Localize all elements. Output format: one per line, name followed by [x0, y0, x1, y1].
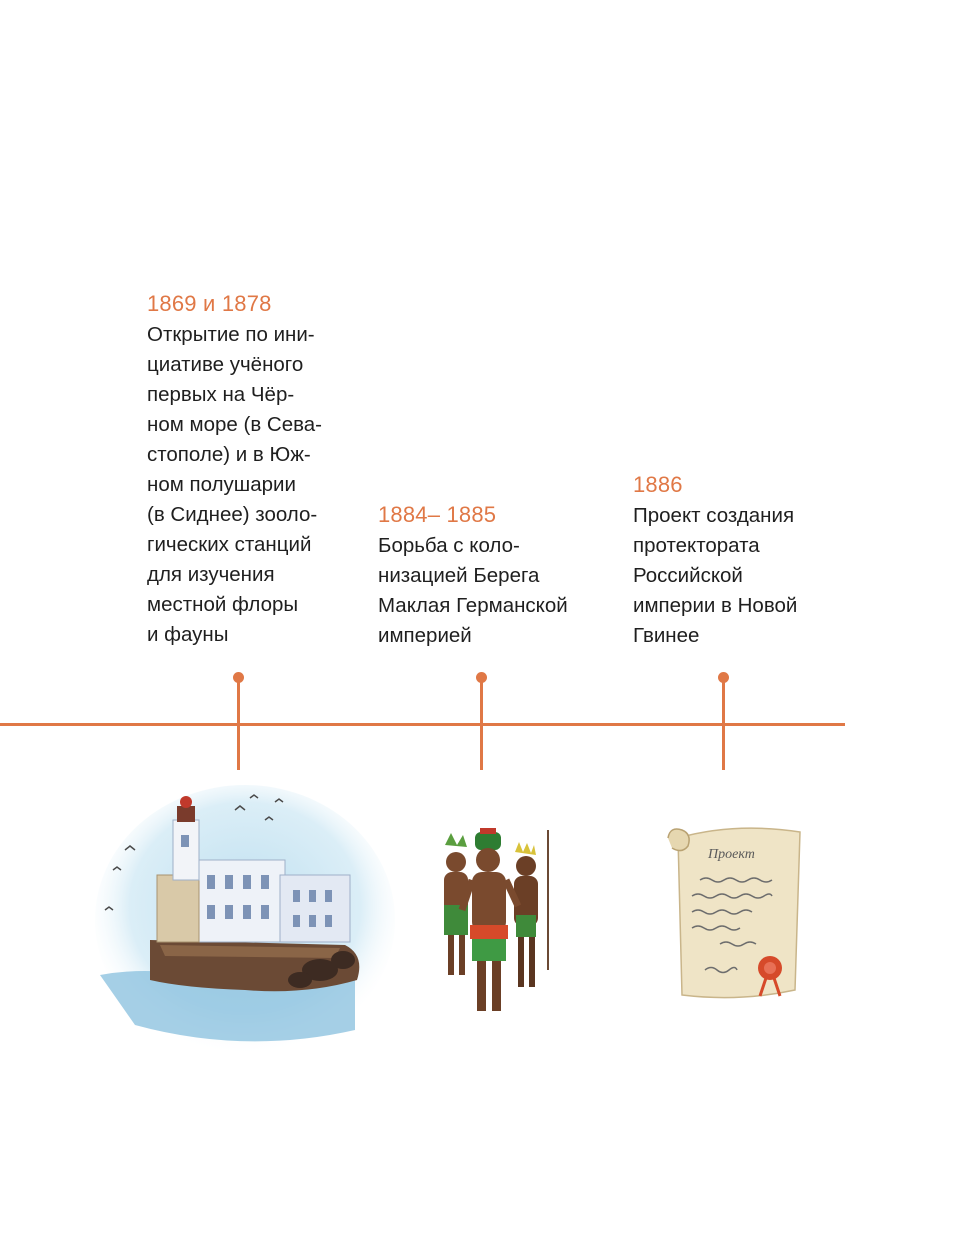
zoological-station-illustration: [95, 780, 395, 1060]
timeline-tick: [480, 677, 483, 770]
scroll-title: Проект: [708, 847, 755, 862]
timeline-event-1884-1885: [378, 501, 598, 651]
timeline-axis: [0, 723, 845, 726]
timeline-tick: [722, 677, 725, 770]
warrior-figure: [462, 828, 518, 1011]
event-year: 1884– 1885: [378, 502, 497, 527]
timeline-event-1886: [633, 471, 833, 651]
scroll-curl: [668, 829, 689, 851]
timeline-event-1869-1878: [147, 290, 347, 650]
event-description: Борьба с коло- низацией Берега Маклая Германской империей: [378, 534, 568, 647]
timeline-marker: [718, 672, 729, 683]
event-description: Открытие по ини- циативе учёного первых на Чёр- ном море (в Сева- стополе) и в Юж- ном полушарии (в Сиднее) зооло- гических станций для изучения местной флоры и фауны: [147, 323, 323, 646]
event-year: 1886: [633, 472, 683, 497]
timeline-marker: [476, 672, 487, 683]
event-description: Проект создания протектората Российской империи в Новой Гвинее: [633, 504, 798, 647]
parchment-scroll-illustration: [660, 820, 810, 1005]
event-year: 1869 и 1878: [147, 291, 272, 316]
warrior-figure: [514, 842, 538, 987]
timeline-tick: [237, 677, 240, 770]
papuan-warriors-illustration: [430, 820, 570, 1020]
building: [195, 860, 285, 942]
lighthouse-tower: [173, 820, 199, 880]
timeline-marker: [233, 672, 244, 683]
